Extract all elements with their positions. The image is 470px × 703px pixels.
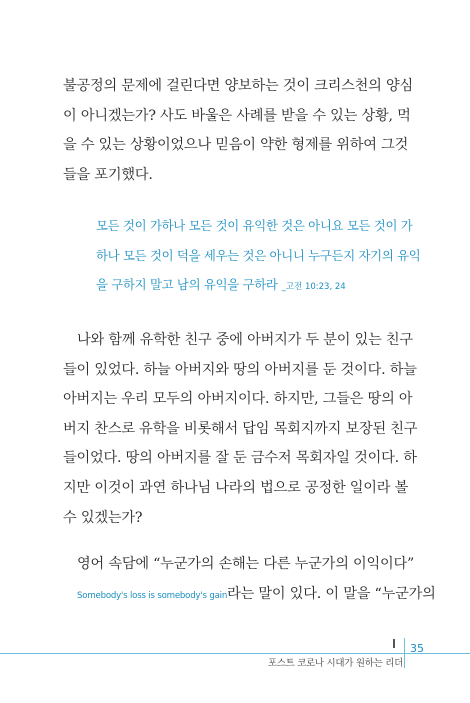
paragraph-2	[63, 326, 418, 533]
text-line: 들이 있었다. 하늘 아버지와 땅의 아버지를 둔 것이다. 하늘	[63, 361, 417, 378]
text-line: 수 있겠는가?	[63, 509, 143, 526]
text-line	[77, 580, 436, 612]
text-line: 이 아니겠는가? 사도 바울은 사례를 받을 수 있는 상황, 먹	[63, 107, 411, 124]
text-line: 지만 이것이 과연 하나님 나라의 법으로 공정한 일이라 볼	[63, 479, 409, 496]
page-number: 35	[404, 638, 434, 668]
paragraph-3	[63, 550, 436, 611]
text-line	[63, 326, 413, 356]
text-line	[63, 550, 415, 580]
footer-divider-tick	[393, 639, 395, 648]
quote-line: 하나 모든 것이 덕을 세우는 것은 아니니 누구든지 자기의 유익	[96, 247, 421, 263]
text-line: 불공정의 문제에 걸린다면 양보하는 것이 크리스천의 양심	[63, 78, 413, 94]
scripture-quote	[96, 211, 421, 303]
text-line: 아버지는 우리 모두의 아버지이다. 하지만, 그들은 땅의 아	[63, 391, 413, 408]
quote-line-text: 을 구하지 말고 남의 유익을 구하라	[96, 277, 278, 293]
text-line-content: 영어 속담에 “누군가의 손해는 다른 누군가의 이익이다”	[77, 556, 415, 572]
text-line-content: 나와 함께 유학한 친구 중에 아버지가 두 분이 있는 친구	[77, 332, 413, 348]
text-line: 들을 포기했다.	[63, 166, 153, 183]
footer-rule	[0, 653, 404, 654]
text-line-content: 라는 말이 있다. 이 말을 “누군가의	[227, 585, 436, 602]
quote-line	[96, 270, 406, 303]
text-line: 버지 찬스로 유학을 비롯해서 답임 목회지까지 보장된 친구	[63, 420, 418, 437]
english-proverb-gloss: Somebody's loss is somebody's gain	[77, 590, 228, 601]
scripture-reference: _고전 10:23, 24	[281, 282, 346, 293]
running-footer-title: 포스트 코로나 시대가 원하는 리더	[267, 658, 403, 669]
text-line: 들이었다. 땅의 아버지를 잘 둔 금수저 목회자일 것이다. 하	[63, 450, 417, 467]
text-line: 을 수 있는 상황이었으나 믿음이 약한 형제를 위하여 그것	[63, 137, 409, 154]
paragraph-1	[63, 72, 413, 190]
quote-line: 모든 것이 가하나 모든 것이 유익한 것은 아니요 모든 것이 가	[96, 218, 413, 233]
